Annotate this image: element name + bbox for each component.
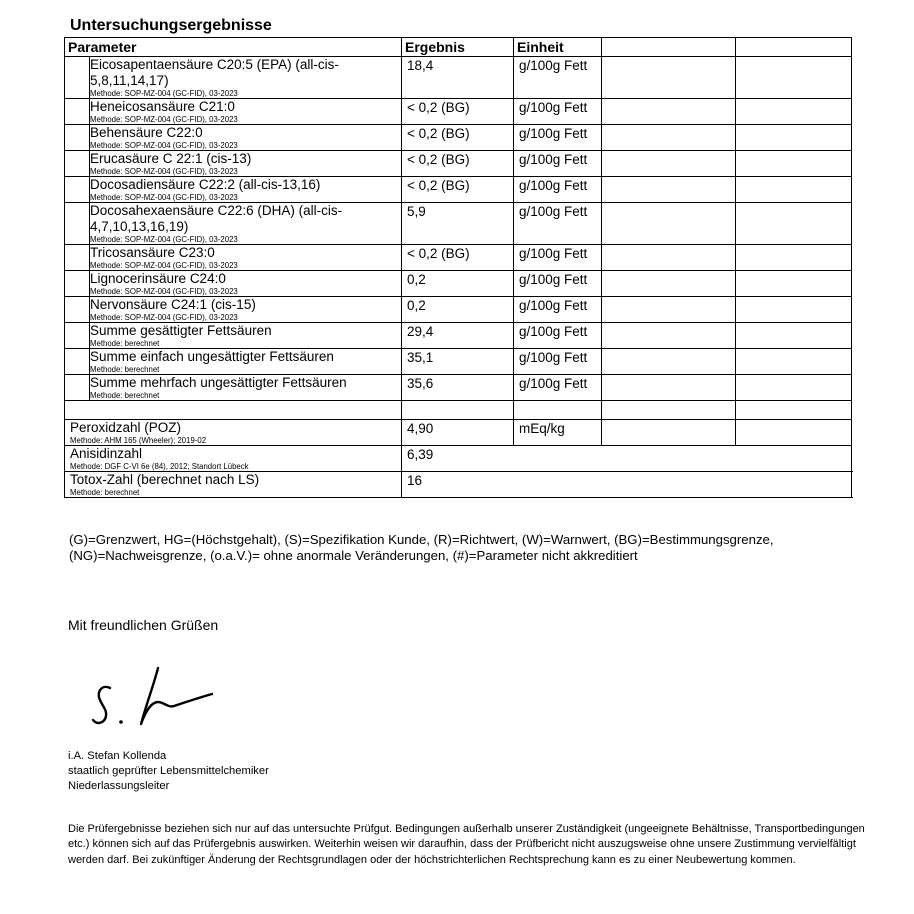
empty-cell: [602, 151, 736, 177]
table-row: [65, 271, 852, 297]
empty-cell: [602, 271, 736, 297]
table-row: [65, 420, 852, 446]
section-title: Untersuchungsergebnisse: [70, 17, 272, 34]
result-value: 0,2: [402, 297, 514, 323]
row-indent-cell: [65, 57, 90, 99]
parameter-cell: [90, 151, 402, 177]
table-row: [65, 349, 852, 375]
table-header-row: [65, 38, 852, 57]
parameter-name: Nervonsäure C24:1 (cis-15): [90, 297, 256, 312]
empty-cell: [602, 57, 736, 99]
empty-cell: [736, 323, 852, 349]
row-indent-cell: [65, 323, 90, 349]
unit-value: g/100g Fett: [514, 375, 602, 401]
table-row: [65, 151, 852, 177]
row-indent-cell: [65, 245, 90, 271]
result-value: < 0,2 (BG): [402, 151, 514, 177]
method-note: Methode: SOP-MZ-004 (GC-FID), 03-2023: [90, 115, 238, 124]
result-value: 6,39: [402, 446, 852, 472]
row-indent-cell: [65, 125, 90, 151]
header-result: Ergebnis: [402, 38, 514, 57]
empty-cell: [736, 125, 852, 151]
result-value: 35,1: [402, 349, 514, 375]
row-indent-cell: [65, 203, 90, 245]
method-note: Methode: DGF C-VI 6e (84), 2012; Standort Lübeck: [70, 462, 249, 471]
empty-cell: [736, 349, 852, 375]
unit-value: g/100g Fett: [514, 271, 602, 297]
result-value: < 0,2 (BG): [402, 245, 514, 271]
parameter-cell: [65, 446, 402, 472]
table-row: [65, 177, 852, 203]
table-row: [65, 297, 852, 323]
method-note: Methode: SOP-MZ-004 (GC-FID), 03-2023: [90, 235, 238, 244]
method-note: Methode: berechnet: [70, 488, 140, 497]
signer-name: i.A. Stefan Kollenda: [68, 750, 167, 762]
table-row: [65, 203, 852, 245]
parameter-name: Peroxidzahl (POZ): [70, 420, 182, 435]
result-value: 35,6: [402, 375, 514, 401]
method-note: Methode: SOP-MZ-004 (GC-FID), 03-2023: [90, 313, 238, 322]
table-row: [65, 245, 852, 271]
legend-line-2: (NG)=Nachweisgrenze, (o.a.V.)= ohne anormale Veränderungen, (#)=Parameter nicht akkreditiert: [69, 548, 638, 563]
parameter-cell: [90, 125, 402, 151]
unit-value: g/100g Fett: [514, 57, 602, 99]
parameter-cell: [90, 99, 402, 125]
spacer-row: [65, 401, 852, 420]
table-row: [65, 323, 852, 349]
parameter-name: Summe einfach ungesättigter Fettsäuren: [90, 349, 334, 364]
unit-value: g/100g Fett: [514, 151, 602, 177]
empty-cell: [514, 401, 602, 420]
unit-value: g/100g Fett: [514, 99, 602, 125]
row-indent-cell: [65, 297, 90, 323]
parameter-cell: [90, 375, 402, 401]
method-note: Methode: berechnet: [90, 391, 160, 400]
method-note: Methode: SOP-MZ-004 (GC-FID), 03-2023: [90, 167, 238, 176]
unit-value: mEq/kg: [514, 420, 602, 446]
result-value: 0,2: [402, 271, 514, 297]
empty-cell: [402, 401, 514, 420]
empty-cell: [736, 203, 852, 245]
method-note: Methode: AHM 165 (Wheeler); 2019-02: [70, 436, 207, 445]
parameter-cell: [90, 57, 402, 99]
parameter-cell: [90, 323, 402, 349]
empty-cell: [736, 151, 852, 177]
method-note: Methode: berechnet: [90, 339, 160, 348]
table-row: [65, 57, 852, 99]
result-value: 16: [402, 472, 852, 498]
empty-cell: [602, 323, 736, 349]
legend-line-1: (G)=Grenzwert, HG=(Höchstgehalt), (S)=Spezifikation Kunde, (R)=Richtwert, (W)=Warnwert, (BG)=Bestimmungsgrenze,: [69, 532, 774, 547]
parameter-cell: [90, 245, 402, 271]
parameter-name: Eicosapentaensäure C20:5 (EPA) (all-cis-5,8,11,14,17): [90, 57, 339, 88]
method-note: Methode: berechnet: [90, 365, 160, 374]
result-value: 4,90: [402, 420, 514, 446]
greeting: Mit freundlichen Grüßen: [68, 617, 219, 633]
empty-cell: [736, 271, 852, 297]
signer-role: Niederlassungsleiter: [68, 780, 170, 792]
header-extra-1: [602, 38, 736, 57]
empty-cell: [736, 420, 852, 446]
empty-cell: [602, 297, 736, 323]
result-value: < 0,2 (BG): [402, 177, 514, 203]
parameter-name: Summe gesättigter Fettsäuren: [90, 323, 272, 338]
handwritten-signature: [88, 660, 218, 732]
unit-value: g/100g Fett: [514, 177, 602, 203]
row-indent-cell: [65, 271, 90, 297]
empty-cell: [602, 401, 736, 420]
empty-cell: [736, 99, 852, 125]
table-row: [65, 472, 852, 498]
empty-cell: [602, 349, 736, 375]
method-note: Methode: SOP-MZ-004 (GC-FID), 03-2023: [90, 141, 238, 150]
table-row: [65, 99, 852, 125]
empty-cell: [65, 401, 402, 420]
unit-value: g/100g Fett: [514, 323, 602, 349]
disclaimer: Die Prüfergebnisse beziehen sich nur auf das untersuchte Prüfgut. Bedingungen außerhalb unserer Zuständigkeit (ungeeignete Behältnisse, Transportbedingungen etc.) können sich auf das Prüfergebnis auswirken. Weiterhin weisen wir daraufhin, dass der Prüfbericht nicht auszugsweise ohne unsere Zustimmung vervielfältigt werden darf. Bei zukünftiger Änderung der Rechtsgrundlagen oder der höchstrichterlichen Rechtsprechung kann es zu einer Neubewertung kommen.: [68, 823, 865, 866]
results-table: [64, 37, 852, 498]
table-row: [65, 125, 852, 151]
row-indent-cell: [65, 177, 90, 203]
parameter-name: Lignocerinsäure C24:0: [90, 271, 226, 286]
result-value: < 0,2 (BG): [402, 125, 514, 151]
result-value: < 0,2 (BG): [402, 99, 514, 125]
row-indent-cell: [65, 99, 90, 125]
unit-value: g/100g Fett: [514, 297, 602, 323]
header-parameter: Parameter: [65, 38, 402, 57]
parameter-cell: [65, 472, 402, 498]
empty-cell: [602, 245, 736, 271]
parameter-cell: [65, 420, 402, 446]
empty-cell: [736, 401, 852, 420]
empty-cell: [736, 57, 852, 99]
parameter-name: Anisidinzahl: [70, 446, 143, 461]
row-indent-cell: [65, 151, 90, 177]
empty-cell: [736, 245, 852, 271]
parameter-name: Heneicosansäure C21:0: [90, 99, 235, 114]
parameter-name: Docosahexaensäure C22:6 (DHA) (all-cis-4,7,10,13,16,19): [90, 203, 343, 234]
result-value: 18,4: [402, 57, 514, 99]
empty-cell: [736, 297, 852, 323]
empty-cell: [602, 203, 736, 245]
empty-cell: [602, 125, 736, 151]
empty-cell: [736, 177, 852, 203]
empty-cell: [736, 375, 852, 401]
table-row: [65, 375, 852, 401]
method-note: Methode: SOP-MZ-004 (GC-FID), 03-2023: [90, 193, 238, 202]
parameter-name: Docosadiensäure C22:2 (all-cis-13,16): [90, 177, 321, 192]
parameter-name: Behensäure C22:0: [90, 125, 203, 140]
parameter-cell: [90, 177, 402, 203]
parameter-cell: [90, 203, 402, 245]
signer-title: staatlich geprüfter Lebensmittelchemiker: [68, 765, 269, 777]
unit-value: g/100g Fett: [514, 245, 602, 271]
empty-cell: [602, 177, 736, 203]
parameter-name: Erucasäure C 22:1 (cis-13): [90, 151, 252, 166]
header-extra-2: [736, 38, 852, 57]
empty-cell: [602, 99, 736, 125]
row-indent-cell: [65, 349, 90, 375]
result-value: 29,4: [402, 323, 514, 349]
result-value: 5,9: [402, 203, 514, 245]
method-note: Methode: SOP-MZ-004 (GC-FID), 03-2023: [90, 89, 238, 98]
signer-block: [68, 749, 269, 794]
empty-cell: [602, 375, 736, 401]
method-note: Methode: SOP-MZ-004 (GC-FID), 03-2023: [90, 261, 238, 270]
empty-cell: [602, 420, 736, 446]
parameter-name: Summe mehrfach ungesättigter Fettsäuren: [90, 375, 347, 390]
parameter-cell: [90, 297, 402, 323]
parameter-name: Totox-Zahl (berechnet nach LS): [70, 472, 260, 487]
unit-value: g/100g Fett: [514, 203, 602, 245]
parameter-cell: [90, 349, 402, 375]
unit-value: g/100g Fett: [514, 349, 602, 375]
parameter-cell: [90, 271, 402, 297]
header-unit: Einheit: [514, 38, 602, 57]
row-indent-cell: [65, 375, 90, 401]
unit-value: g/100g Fett: [514, 125, 602, 151]
parameter-name: Tricosansäure C23:0: [90, 245, 215, 260]
table-row: [65, 446, 852, 472]
method-note: Methode: SOP-MZ-004 (GC-FID), 03-2023: [90, 287, 238, 296]
legend: [69, 532, 774, 564]
